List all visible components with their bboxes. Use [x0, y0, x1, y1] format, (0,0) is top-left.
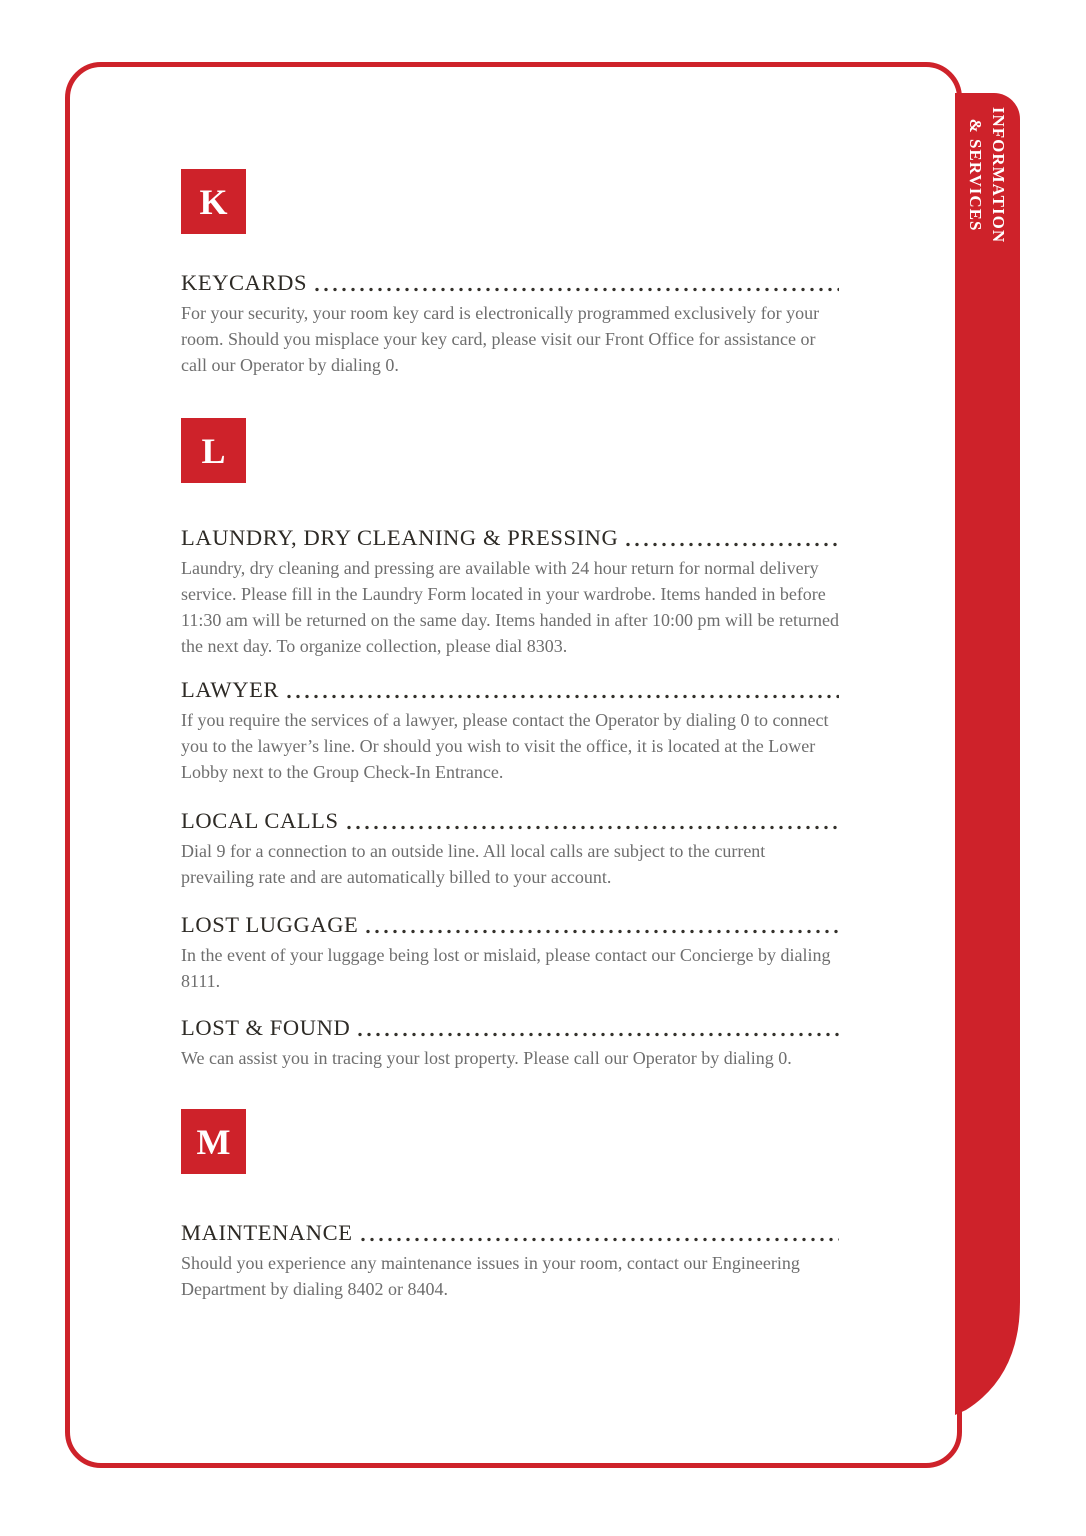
entry-title: LAUNDRY, DRY CLEANING & PRESSING — [181, 525, 619, 550]
dotted-leader — [347, 825, 839, 830]
dotted-leader — [315, 287, 839, 292]
entry-local-calls — [181, 808, 839, 890]
dotted-leader — [626, 542, 839, 547]
letter-tile-k-label: K — [199, 181, 228, 222]
entry-title-row — [181, 808, 839, 834]
entry-body: Dial 9 for a connection to an outside line. All local calls are subject to the current prevailing rate and are automatically billed to your account. — [181, 841, 766, 887]
entry-title: KEYCARDS — [181, 270, 308, 295]
letter-tile-l — [181, 418, 246, 483]
entry-title-row — [181, 912, 839, 938]
entry-body: In the event of your luggage being lost or mislaid, please contact our Concierge by dialing 8111. — [181, 945, 831, 991]
entry-body: If you require the services of a lawyer, please contact the Operator by dialing 0 to connect you to the lawyer’s line. Or should you wish to visit the office, it is located at the Lower Lobby next to the Group Check-In Entrance. — [181, 710, 829, 782]
letter-tile-m-label: M — [196, 1121, 231, 1162]
letter-tile-k — [181, 169, 246, 234]
side-tab-label — [964, 55, 1010, 295]
entry-title: LAWYER — [181, 677, 280, 702]
entry-keycards — [181, 270, 839, 378]
entry-body: For your security, your room key card is electronically programmed exclusively for your room. Should you misplace your key card, please visit our Front Office for assistance or call our Operator by dialing 0. — [181, 303, 820, 375]
entry-body: Should you experience any maintenance issues in your room, contact our Engineering Department by dialing 8402 or 8404. — [181, 1253, 800, 1299]
entry-laundry — [181, 525, 839, 659]
entry-title: LOST LUGGAGE — [181, 912, 359, 937]
directory-content — [181, 62, 839, 1302]
entry-lawyer — [181, 677, 839, 785]
entry-body: Laundry, dry cleaning and pressing are available with 24 hour return for normal delivery service. Please fill in the Laundry Form located in your wardrobe. Items handed in before 11:30 am will be returned on the same day. Items handed in after 10:00 pm will be returned the next day. To organize collection, please dial 8303. — [181, 558, 839, 656]
entry-body: We can assist you in tracing your lost property. Please call our Operator by dialing 0. — [181, 1048, 792, 1068]
entry-maintenance — [181, 1220, 839, 1302]
entry-title: MAINTENANCE — [181, 1220, 353, 1245]
entry-title: LOCAL CALLS — [181, 808, 339, 833]
entry-title-row — [181, 677, 839, 703]
entry-title-row — [181, 1220, 839, 1246]
side-tab-label-line1: INFORMATION — [989, 106, 1008, 244]
dotted-leader — [287, 694, 839, 699]
entry-title-row — [181, 1015, 839, 1041]
dotted-leader — [358, 1032, 839, 1037]
dotted-leader — [366, 929, 839, 934]
entry-lost-and-found — [181, 1015, 839, 1071]
letter-tile-m — [181, 1109, 246, 1174]
side-tab-label-line2: & SERVICES — [966, 118, 985, 232]
letter-tile-l-label: L — [201, 430, 226, 471]
entry-title: LOST & FOUND — [181, 1015, 351, 1040]
entry-lost-luggage — [181, 912, 839, 994]
dotted-leader — [361, 1237, 839, 1242]
entry-title-row — [181, 525, 839, 551]
entry-title-row — [181, 270, 839, 296]
